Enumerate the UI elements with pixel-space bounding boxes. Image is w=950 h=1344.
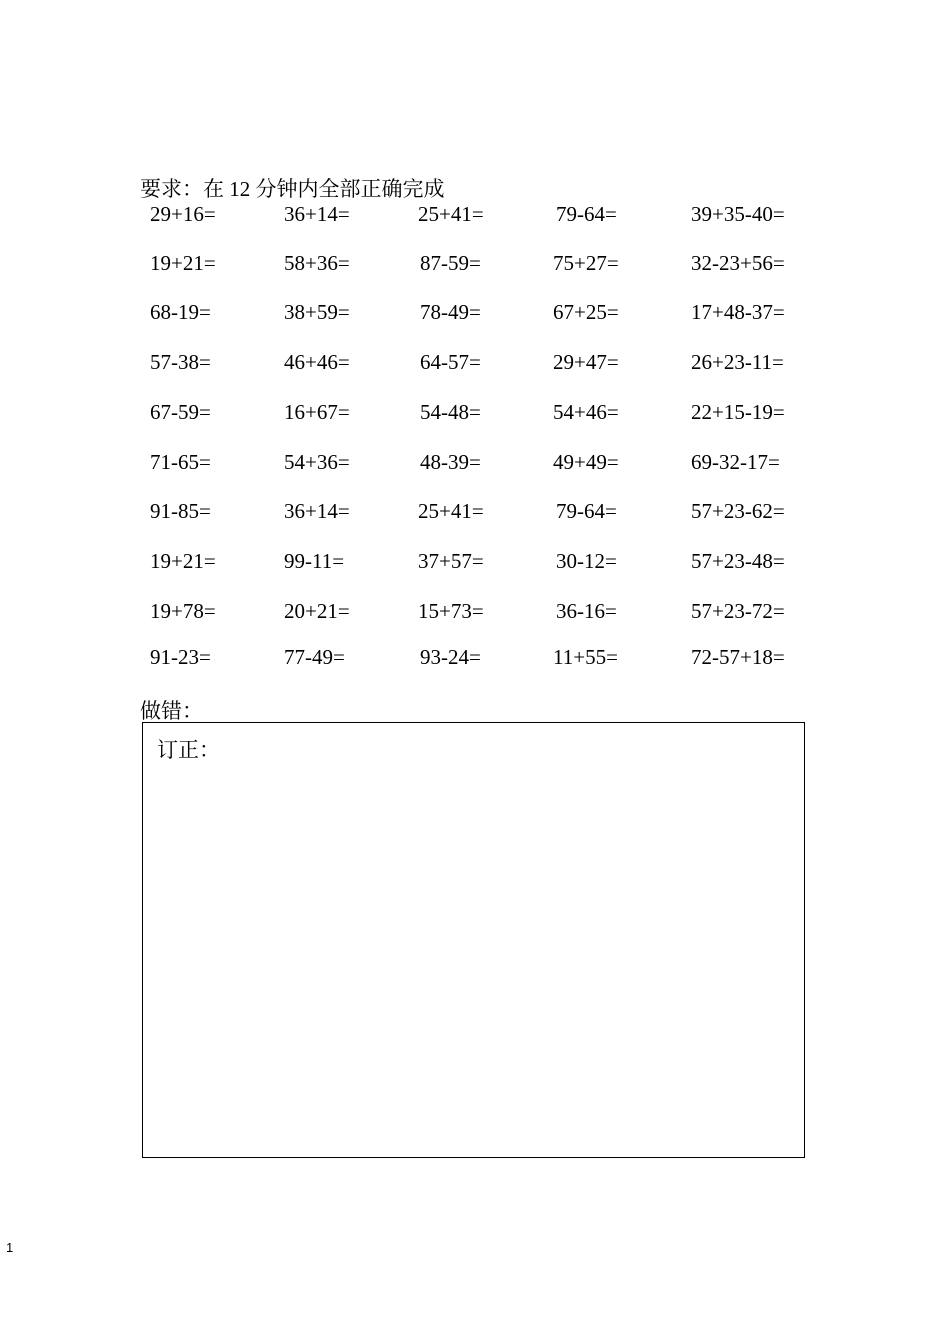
problem-item: 19+78=: [150, 599, 216, 623]
problem-item: 49+49=: [553, 450, 619, 474]
problem-item: 36-16=: [556, 599, 617, 623]
mistakes-label: 做错：: [140, 699, 203, 723]
requirement-text: 要求：在 12 分钟内全部正确完成: [140, 177, 445, 201]
problem-item: 29+16=: [150, 202, 216, 226]
problem-item: 30-12=: [556, 549, 617, 573]
problem-item: 54+46=: [553, 400, 619, 424]
page-number: 1: [6, 1240, 14, 1255]
problem-item: 75+27=: [553, 251, 619, 275]
problem-item: 54-48=: [420, 400, 481, 424]
problem-item: 37+57=: [418, 549, 484, 573]
problem-item: 64-57=: [420, 350, 481, 374]
problem-item: 20+21=: [284, 599, 350, 623]
problem-item: 15+73=: [418, 599, 484, 623]
problem-item: 57+23-48=: [691, 549, 785, 573]
problem-item: 58+36=: [284, 251, 350, 275]
problem-item: 57-38=: [150, 350, 211, 374]
problem-item: 16+67=: [284, 400, 350, 424]
problem-item: 67+25=: [553, 300, 619, 324]
problem-item: 17+48-37=: [691, 300, 785, 324]
problem-item: 11+55=: [553, 645, 618, 669]
problem-item: 36+14=: [284, 499, 350, 523]
problem-item: 29+47=: [553, 350, 619, 374]
problem-item: 93-24=: [420, 645, 481, 669]
problem-item: 46+46=: [284, 350, 350, 374]
problem-item: 69-32-17=: [691, 450, 780, 474]
problem-item: 79-64=: [556, 499, 617, 523]
problem-item: 48-39=: [420, 450, 481, 474]
problem-item: 19+21=: [150, 251, 216, 275]
problem-item: 91-23=: [150, 645, 211, 669]
problem-item: 25+41=: [418, 499, 484, 523]
correction-label: 订正：: [157, 738, 220, 762]
problem-item: 79-64=: [556, 202, 617, 226]
problem-item: 32-23+56=: [691, 251, 785, 275]
problem-item: 22+15-19=: [691, 400, 785, 424]
problem-item: 54+36=: [284, 450, 350, 474]
problem-item: 57+23-72=: [691, 599, 785, 623]
problem-item: 19+21=: [150, 549, 216, 573]
problem-item: 72-57+18=: [691, 645, 785, 669]
problem-item: 78-49=: [420, 300, 481, 324]
problem-item: 57+23-62=: [691, 499, 785, 523]
problem-item: 36+14=: [284, 202, 350, 226]
problem-item: 26+23-11=: [691, 350, 784, 374]
problem-item: 25+41=: [418, 202, 484, 226]
problem-item: 67-59=: [150, 400, 211, 424]
problem-item: 77-49=: [284, 645, 345, 669]
problem-item: 68-19=: [150, 300, 211, 324]
problem-item: 39+35-40=: [691, 202, 785, 226]
problem-item: 71-65=: [150, 450, 211, 474]
problem-item: 87-59=: [420, 251, 481, 275]
problem-item: 99-11=: [284, 549, 345, 573]
problem-item: 91-85=: [150, 499, 211, 523]
problem-item: 38+59=: [284, 300, 350, 324]
correction-box[interactable]: [142, 722, 805, 1158]
